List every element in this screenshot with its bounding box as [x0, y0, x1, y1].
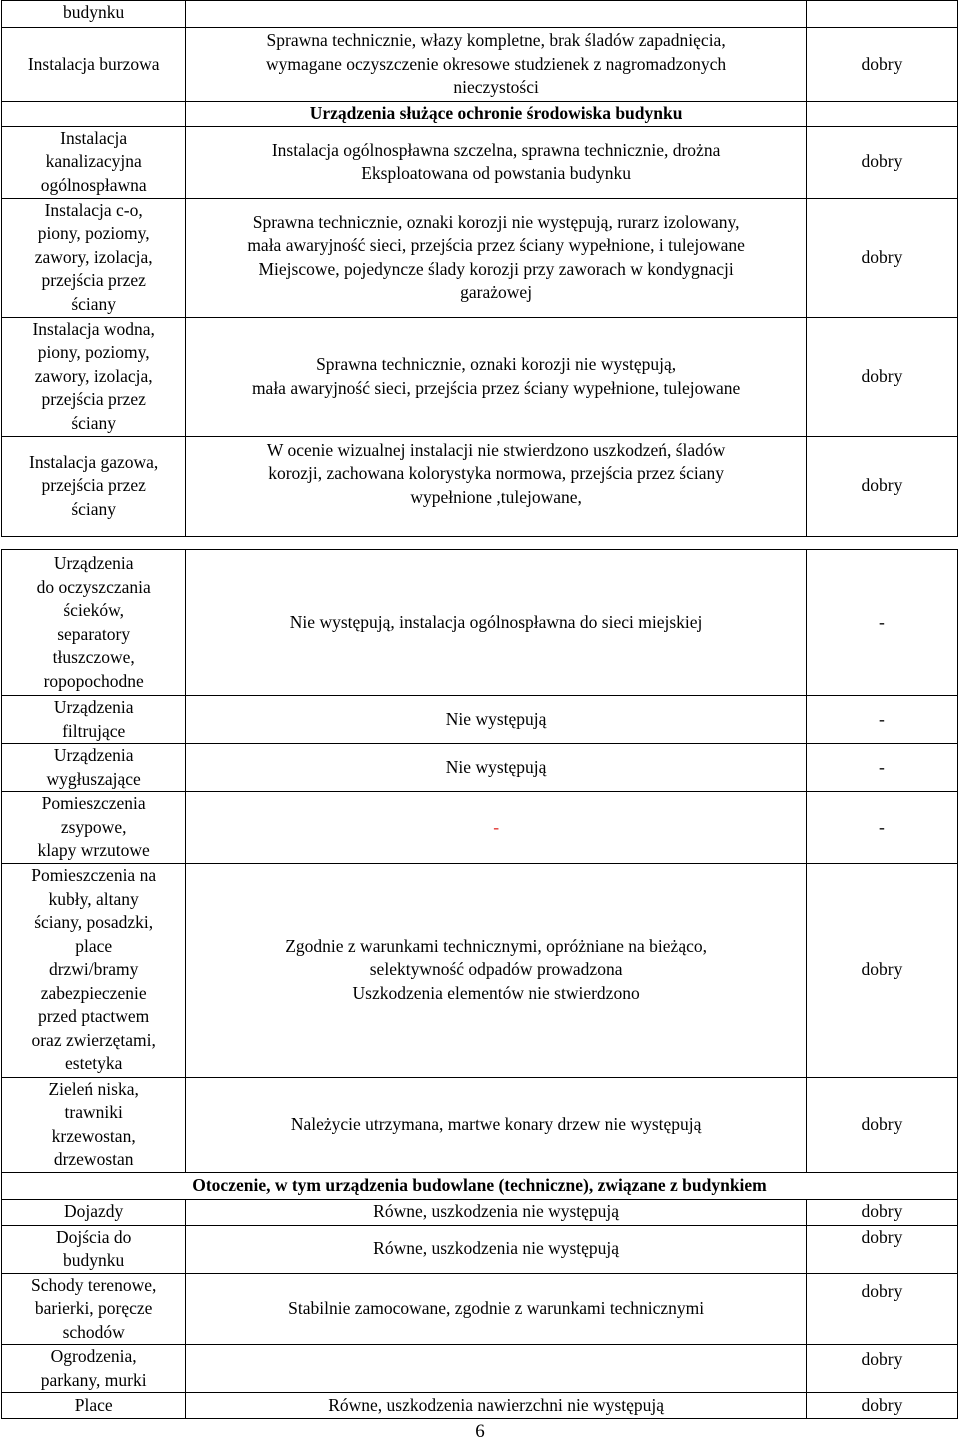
label-line: Urządzenia: [53, 697, 134, 717]
label-line: przed ptactwem: [38, 1006, 150, 1027]
table-row: [2, 126, 958, 198]
row-description: [186, 198, 807, 317]
table-row: [2, 550, 958, 696]
row-label: [2, 436, 186, 536]
desc-line: garażowej: [460, 282, 533, 302]
label-line: Ogrodzenia,: [50, 1346, 137, 1366]
inspection-table-part-2: [1, 549, 958, 1419]
label-line: ściany: [71, 412, 117, 433]
row-label: [2, 1273, 186, 1345]
row-label: [2, 1345, 186, 1393]
row-label: [2, 744, 186, 792]
row-rating: dobry: [806, 1393, 957, 1419]
label-line: ropopochodne: [43, 670, 144, 691]
row-description: Nie występują: [186, 696, 807, 744]
label-line: ściany: [71, 498, 117, 519]
row-description: Równe, uszkodzenia nie występują: [186, 1225, 807, 1273]
desc-line: mała awaryjność sieci, przejścia przez ściany wypełnione, i tulejowane: [247, 235, 745, 255]
desc-line: wypełnione ,tulejowane,: [410, 486, 582, 507]
row-description: [186, 28, 807, 102]
row-description: Równe, uszkodzenia nawierzchni nie występują: [186, 1393, 807, 1419]
row-label: [2, 126, 186, 198]
label-line: zawory, izolacja,: [34, 246, 153, 267]
row-rating: [806, 102, 957, 127]
row-label: [2, 102, 186, 127]
desc-line: nieczystości: [453, 77, 539, 98]
desc-line: Sprawna technicznie, oznaki korozji nie występują,: [316, 354, 677, 374]
section-heading-row: [2, 1172, 958, 1199]
label-line: zawory, izolacja,: [34, 365, 153, 386]
desc-line: Sprawna technicznie, włazy kompletne, brak śladów zapadnięcia,: [266, 30, 726, 51]
section-heading-row: [2, 102, 958, 127]
page-number: 6: [475, 1421, 485, 1442]
label-line: wygłuszające: [46, 768, 141, 789]
row-label: Dojazdy: [2, 1199, 186, 1225]
row-rating: dobry: [806, 436, 957, 536]
row-description: [186, 1, 807, 28]
desc-line: Uszkodzenia elementów nie stwierdzono: [352, 982, 640, 1003]
table-row: [2, 1225, 958, 1273]
label-line: ścieków,: [63, 600, 124, 620]
row-label: [2, 198, 186, 317]
row-label: [2, 550, 186, 696]
label-line: zsypowe,: [60, 816, 127, 837]
desc-line: korozji, zachowana kolorystyka normowa, przejścia przez ściany: [268, 463, 724, 483]
table-row: [2, 1077, 958, 1172]
row-rating: dobry: [806, 317, 957, 436]
label-line: ściany, posadzki,: [34, 912, 154, 933]
label-line: parkany, murki: [40, 1369, 147, 1390]
label-line: tłuszczowe,: [52, 647, 135, 667]
label-line: krzewostan,: [51, 1125, 136, 1146]
label-line: drzwi/bramy: [48, 959, 139, 980]
row-label: [2, 1077, 186, 1172]
row-label: Place: [2, 1393, 186, 1419]
label-line: Urządzenia: [53, 745, 134, 765]
table-row: [2, 744, 958, 792]
label-line: klapy wrzutowe: [37, 840, 150, 860]
label-line: Instalacja wodna,: [32, 318, 155, 339]
desc-line: Miejscowe, pojedyncze ślady korozji przy zaworach w kondygnacji: [258, 258, 734, 279]
label-line: drzewostan: [53, 1149, 134, 1169]
label-line: Schody terenowe,: [30, 1274, 157, 1295]
row-rating: -: [806, 744, 957, 792]
label-line: schodów: [62, 1321, 125, 1342]
desc-line: mała awaryjność sieci, przejścia przez ściany wypełnione, tulejowane: [251, 377, 741, 398]
desc-line: Eksploatowana od powstania budynku: [361, 163, 631, 183]
row-description: Równe, uszkodzenia nie występują: [186, 1199, 807, 1225]
row-rating: dobry: [806, 1345, 957, 1393]
label-line: ściany: [71, 293, 117, 314]
label-line: do oczyszczania: [36, 576, 151, 597]
row-description: [186, 436, 807, 536]
label-line: Pomieszczenia na: [31, 865, 157, 886]
row-label: Instalacja burzowa: [2, 28, 186, 102]
label-line: Instalacja: [60, 127, 128, 148]
row-description: [186, 317, 807, 436]
label-line: zabezpieczenie: [40, 982, 147, 1003]
label-line: przejścia przez: [41, 475, 146, 496]
label-line: separatory: [57, 623, 131, 644]
row-description: [186, 863, 807, 1077]
section-heading: Urządzenia służące ochronie środowiska budynku: [186, 102, 807, 127]
row-description: Nie występują: [186, 744, 807, 792]
row-rating: dobry: [806, 198, 957, 317]
table-row: [2, 28, 958, 102]
row-rating: dobry: [806, 28, 957, 102]
row-description: [186, 126, 807, 198]
desc-line: wymagane oczyszczenie okresowe studzienek z nagromadzonych: [266, 53, 727, 74]
label-line: Zieleń niska,: [48, 1078, 139, 1099]
label-line: estetyka: [65, 1053, 123, 1074]
desc-line: selektywność odpadów prowadzona: [369, 959, 623, 980]
label-line: przejścia przez: [41, 270, 146, 291]
desc-line: Instalacja ogólnospławna szczelna, sprawna technicznie, drożna: [271, 139, 721, 160]
desc-line: W ocenie wizualnej instalacji nie stwierdzono uszkodzeń, śladów: [266, 439, 726, 460]
desc-line: Zgodnie z warunkami technicznymi, opróżniane na bieżąco,: [285, 935, 707, 956]
row-rating: -: [806, 696, 957, 744]
label-line: Urządzenia: [53, 553, 134, 573]
row-label: [2, 863, 186, 1077]
row-rating: dobry: [806, 1199, 957, 1225]
table-row: [2, 1, 958, 28]
label-line: Dojścia do: [56, 1226, 132, 1247]
row-rating: dobry: [806, 863, 957, 1077]
label-line: piony, poziomy,: [37, 223, 150, 244]
table-row: [2, 863, 958, 1077]
row-description: -: [186, 792, 807, 864]
row-label: [2, 317, 186, 436]
label-line: kubły, altany: [48, 888, 139, 909]
row-rating: dobry: [806, 1225, 957, 1273]
desc-line: Sprawna technicznie, oznaki korozji nie występują, rurarz izolowany,: [252, 211, 740, 232]
row-description: Nie występują, instalacja ogólnospławna do sieci miejskiej: [186, 550, 807, 696]
label-line: Instalacja gazowa,: [29, 451, 159, 472]
row-rating: -: [806, 550, 957, 696]
label-line: budynku: [63, 1250, 125, 1270]
row-rating: dobry: [806, 1077, 957, 1172]
table-row: [2, 792, 958, 864]
label-line: kanalizacyjna: [45, 151, 142, 172]
row-description: Należycie utrzymana, martwe konary drzew nie występują: [186, 1077, 807, 1172]
row-description: Stabilnie zamocowane, zgodnie z warunkami technicznymi: [186, 1273, 807, 1345]
row-rating: dobry: [806, 126, 957, 198]
label-line: oraz zwierzętami,: [31, 1029, 156, 1050]
row-rating: -: [806, 792, 957, 864]
table-row: [2, 436, 958, 536]
label-line: trawniki: [64, 1102, 123, 1122]
label-line: Pomieszczenia: [41, 793, 146, 813]
label-line: ogólnospławna: [40, 174, 147, 195]
table-row: [2, 317, 958, 436]
row-description: [186, 1345, 807, 1393]
label-line: Instalacja c-o,: [44, 199, 143, 220]
table-row: [2, 1273, 958, 1345]
label-line: piony, poziomy,: [37, 342, 150, 363]
row-label: [2, 1225, 186, 1273]
row-rating: dobry: [806, 1273, 957, 1345]
row-label: budynku: [2, 1, 186, 28]
table-row: [2, 696, 958, 744]
inspection-table-part-1: [1, 0, 958, 537]
table-row: [2, 1345, 958, 1393]
label-line: przejścia przez: [41, 389, 146, 410]
table-row: [2, 1199, 958, 1225]
row-label: [2, 792, 186, 864]
table-row: [2, 198, 958, 317]
section-heading: Otoczenie, w tym urządzenia budowlane (techniczne), związane z budynkiem: [2, 1172, 958, 1199]
label-line: barierki, poręcze: [34, 1298, 153, 1318]
label-line: place: [75, 935, 113, 956]
row-label: [2, 696, 186, 744]
row-rating: [806, 1, 957, 28]
label-line: filtrujące: [62, 720, 126, 741]
table-row: [2, 1393, 958, 1419]
